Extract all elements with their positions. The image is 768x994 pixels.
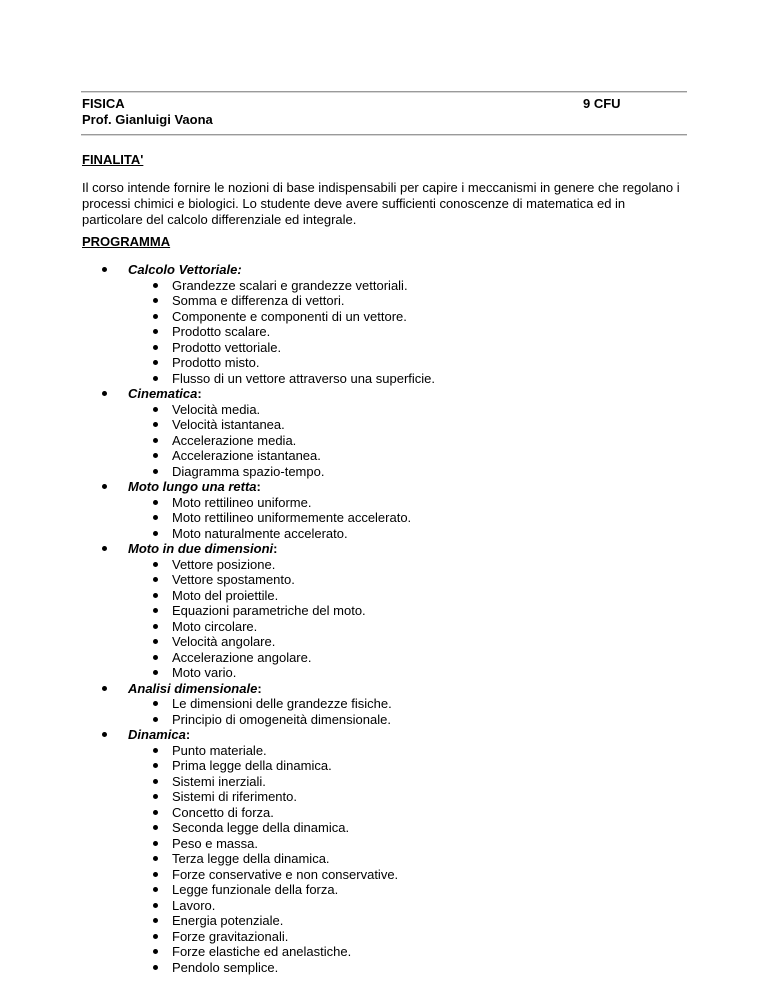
subtopic-item xyxy=(128,510,688,526)
subtopic-text: Forze conservative e non conservative. xyxy=(172,866,399,882)
subtopic-text: Moto circolare. xyxy=(172,618,258,634)
subtopic-list xyxy=(128,495,688,542)
bullet-icon xyxy=(153,965,158,970)
subtopic-list xyxy=(128,743,688,976)
subtopic-item xyxy=(128,324,688,340)
subtopic-item xyxy=(128,944,688,960)
subtopic-text: Moto rettilineo uniforme. xyxy=(172,494,312,510)
bullet-icon xyxy=(153,345,158,350)
subtopic-text: Accelerazione media. xyxy=(172,432,297,448)
bullet-icon xyxy=(153,701,158,706)
subtopic-text: Pendolo semplice. xyxy=(172,959,279,975)
topic-item xyxy=(82,681,688,728)
subtopic-list xyxy=(128,557,688,681)
bullet-icon xyxy=(153,329,158,334)
subtopic-text: Flusso di un vettore attraverso una superficie. xyxy=(172,370,436,386)
bullet-icon xyxy=(102,546,107,551)
bullet-icon xyxy=(102,732,107,737)
subtopic-text: Somma e differenza di vettori. xyxy=(172,293,345,308)
bullet-icon xyxy=(153,422,158,427)
bullet-icon xyxy=(153,841,158,846)
professor-name: Prof. Gianluigi Vaona xyxy=(82,112,213,127)
subtopic-item xyxy=(128,526,688,542)
subtopic-item xyxy=(128,340,688,356)
subtopic-text: Grandezze scalari e grandezze vettoriali. xyxy=(172,277,408,293)
topic-item xyxy=(82,541,688,681)
topic-title-colon: : xyxy=(197,386,202,401)
subtopic-text: Velocità istantanea. xyxy=(172,417,285,432)
subtopic-text: Moto naturalmente accelerato. xyxy=(172,525,348,541)
subtopic-item xyxy=(128,495,688,511)
bullet-icon xyxy=(153,872,158,877)
bullet-icon xyxy=(153,500,158,505)
subtopic-text: Prodotto misto. xyxy=(172,355,260,370)
course-title: FISICA xyxy=(82,96,125,111)
bullet-icon xyxy=(102,484,107,489)
subtopic-text: Prodotto scalare. xyxy=(172,324,271,339)
bullet-icon xyxy=(153,934,158,939)
bullet-icon xyxy=(153,779,158,784)
bullet-icon xyxy=(153,577,158,582)
bullet-icon xyxy=(102,686,107,691)
bullet-icon xyxy=(153,608,158,613)
programma-heading: PROGRAMMA xyxy=(82,234,171,249)
topic-item xyxy=(82,386,688,479)
subtopic-item xyxy=(128,278,688,294)
subtopic-item xyxy=(128,851,688,867)
subtopic-text: Lavoro. xyxy=(172,897,216,913)
bullet-icon xyxy=(153,438,158,443)
bullet-icon xyxy=(153,794,158,799)
subtopic-item xyxy=(128,464,688,480)
subtopic-item xyxy=(128,867,688,883)
subtopic-item xyxy=(128,882,688,898)
programma-topic-list xyxy=(82,262,688,975)
subtopic-text: Le dimensioni delle grandezze fisiche. xyxy=(172,696,392,711)
subtopic-item xyxy=(128,588,688,604)
finalita-text: Il corso intende fornire le nozioni di base indispensabili per capire i meccanismi in genere che regolano i processi chimici e biologici. Lo studente deve avere sufficienti conoscenze di matematica ed in particolare del calcolo differenziale ed integrale. xyxy=(82,180,680,227)
subtopic-item xyxy=(128,913,688,929)
subtopic-item xyxy=(128,712,688,728)
subtopic-text: Vettore posizione. xyxy=(172,556,276,572)
subtopic-item xyxy=(128,805,688,821)
subtopic-text: Accelerazione istantanea. xyxy=(172,448,321,463)
bullet-icon xyxy=(153,298,158,303)
subtopic-list xyxy=(128,402,688,480)
topic-item xyxy=(82,727,688,975)
bullet-icon xyxy=(153,407,158,412)
bullet-icon xyxy=(153,918,158,923)
bullet-icon xyxy=(153,469,158,474)
topic-title: Moto lungo una retta xyxy=(128,479,257,494)
topic-title-colon: : xyxy=(256,479,261,494)
subtopic-text: Equazioni parametriche del moto. xyxy=(172,603,366,618)
subtopic-item xyxy=(128,619,688,635)
bullet-icon xyxy=(153,515,158,520)
subtopic-text: Velocità angolare. xyxy=(172,634,276,649)
bullet-icon xyxy=(102,267,107,272)
header-bottom-rule xyxy=(81,134,687,136)
bullet-icon xyxy=(153,748,158,753)
subtopic-item xyxy=(128,650,688,666)
bullet-icon xyxy=(153,856,158,861)
bullet-icon xyxy=(153,639,158,644)
topic-title: Calcolo Vettoriale: xyxy=(128,262,242,277)
topic-title-colon: : xyxy=(257,680,262,696)
subtopic-text: Prodotto vettoriale. xyxy=(172,339,282,355)
subtopic-item xyxy=(128,774,688,790)
subtopic-text: Peso e massa. xyxy=(172,835,258,851)
subtopic-item xyxy=(128,448,688,464)
subtopic-list xyxy=(128,278,688,387)
subtopic-text: Diagramma spazio-tempo. xyxy=(172,463,325,479)
subtopic-item xyxy=(128,433,688,449)
bullet-icon xyxy=(153,887,158,892)
course-credits: 9 CFU xyxy=(583,96,621,111)
subtopic-item xyxy=(128,371,688,387)
subtopic-text: Principio di omogeneità dimensionale. xyxy=(172,711,391,727)
subtopic-item xyxy=(128,309,688,325)
subtopic-text: Legge funzionale della forza. xyxy=(172,882,339,897)
bullet-icon xyxy=(153,763,158,768)
subtopic-text: Forze elastiche ed anelastiche. xyxy=(172,944,352,959)
subtopic-item xyxy=(128,696,688,712)
subtopic-item xyxy=(128,836,688,852)
subtopic-item xyxy=(128,557,688,573)
subtopic-text: Sistemi di riferimento. xyxy=(172,789,297,804)
bullet-icon xyxy=(153,283,158,288)
subtopic-item xyxy=(128,293,688,309)
bullet-icon xyxy=(153,670,158,675)
subtopic-item xyxy=(128,743,688,759)
topic-title: Moto in due dimensioni xyxy=(128,541,274,556)
subtopic-text: Moto vario. xyxy=(172,665,237,680)
topic-title: Cinematica xyxy=(128,386,198,401)
topic-title: Dinamica xyxy=(128,727,186,742)
topic-title-colon: : xyxy=(273,541,278,556)
topic-item xyxy=(82,262,688,386)
subtopic-item xyxy=(128,960,688,976)
bullet-icon xyxy=(153,624,158,629)
subtopic-item xyxy=(128,402,688,418)
bullet-icon xyxy=(153,453,158,458)
subtopic-text: Punto materiale. xyxy=(172,742,267,758)
subtopic-text: Accelerazione angolare. xyxy=(172,649,312,665)
subtopic-text: Componente e componenti di un vettore. xyxy=(172,308,407,324)
bullet-icon xyxy=(153,810,158,815)
topic-item xyxy=(82,479,688,541)
bullet-icon xyxy=(153,360,158,365)
bullet-icon xyxy=(153,531,158,536)
subtopic-item xyxy=(128,603,688,619)
subtopic-text: Seconda legge della dinamica. xyxy=(172,820,350,835)
finalita-heading: FINALITA' xyxy=(82,152,144,167)
subtopic-item xyxy=(128,634,688,650)
subtopic-text: Concetto di forza. xyxy=(172,804,274,820)
subtopic-text: Moto del proiettile. xyxy=(172,587,279,603)
bullet-icon xyxy=(153,593,158,598)
subtopic-item xyxy=(128,758,688,774)
bullet-icon xyxy=(153,903,158,908)
bullet-icon xyxy=(153,655,158,660)
subtopic-item xyxy=(128,789,688,805)
topic-title-colon: : xyxy=(185,727,191,742)
subtopic-text: Velocità media. xyxy=(172,401,261,417)
bullet-icon xyxy=(102,391,107,396)
bullet-icon xyxy=(153,376,158,381)
subtopic-text: Energia potenziale. xyxy=(172,913,284,928)
subtopic-text: Forze gravitazionali. xyxy=(172,928,289,944)
subtopic-item xyxy=(128,417,688,433)
subtopic-text: Moto rettilineo uniformemente accelerato. xyxy=(172,510,412,525)
subtopic-list xyxy=(128,696,688,727)
bullet-icon xyxy=(153,562,158,567)
subtopic-text: Vettore spostamento. xyxy=(172,572,295,587)
subtopic-item xyxy=(128,572,688,588)
bullet-icon xyxy=(153,825,158,830)
subtopic-item xyxy=(128,820,688,836)
bullet-icon xyxy=(153,717,158,722)
subtopic-item xyxy=(128,898,688,914)
subtopic-text: Prima legge della dinamica. xyxy=(172,758,332,773)
subtopic-item xyxy=(128,665,688,681)
topic-title: Analisi dimensionale xyxy=(128,680,258,696)
bullet-icon xyxy=(153,314,158,319)
subtopic-text: Sistemi inerziali. xyxy=(172,773,266,789)
subtopic-item xyxy=(128,929,688,945)
subtopic-text: Terza legge della dinamica. xyxy=(172,851,330,866)
subtopic-item xyxy=(128,355,688,371)
header-top-rule xyxy=(81,91,687,93)
bullet-icon xyxy=(153,949,158,954)
